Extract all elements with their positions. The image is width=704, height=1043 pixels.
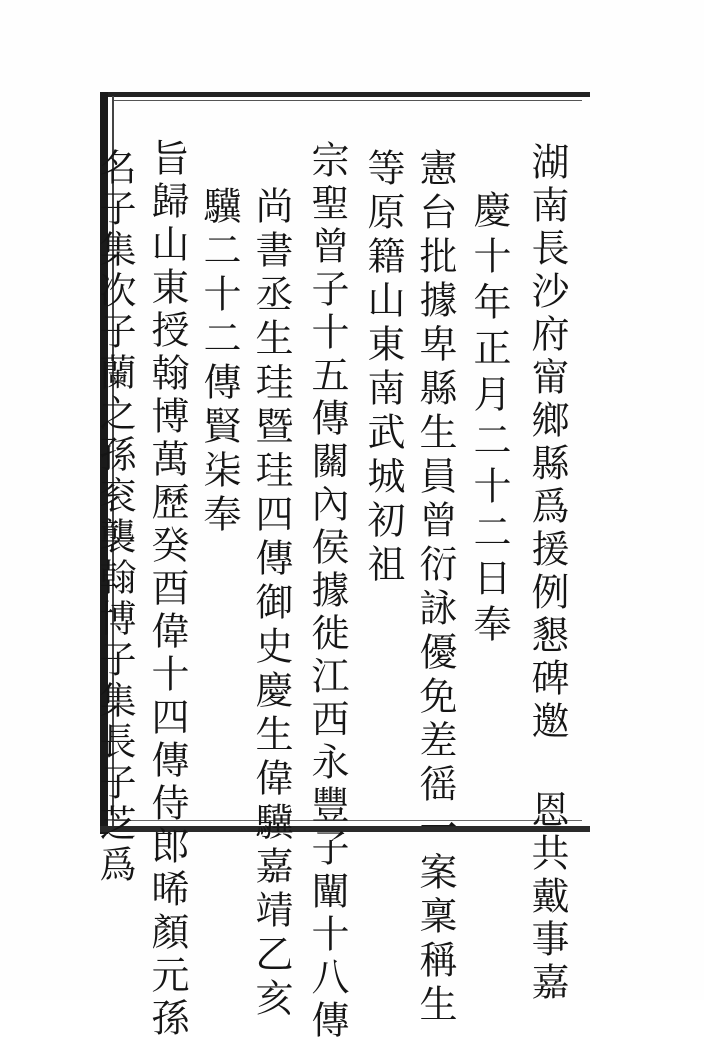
column-3-text: 憲台批據卑縣生員曾衍詠優免差徭一案稟稱生 bbox=[413, 148, 457, 1028]
column-5-text: 宗聖曾子十五傳關內侯據徙江西永豐子闡十八傳 bbox=[305, 140, 349, 1043]
frame-top-rule bbox=[100, 92, 590, 97]
text-column-9 bbox=[93, 148, 136, 886]
text-column-6 bbox=[249, 186, 293, 1022]
text-column-5 bbox=[305, 140, 349, 1043]
column-6-text: 尚書丞生珪暨珪四傳御史慶生偉驥嘉靖乙亥 bbox=[249, 186, 293, 1022]
column-7-text: 驥二十二傳賢㭍奉 bbox=[197, 186, 241, 538]
text-column-3 bbox=[413, 148, 457, 1028]
column-9-text: 名子集次子蘭之孫衮襲翰博子集長子芝爲 bbox=[93, 148, 136, 886]
column-1-text: 湖南長沙府甯鄉縣爲援例懇碑邀 bbox=[525, 142, 569, 744]
column-4-text: 等原籍山東南武城初祖 bbox=[361, 148, 405, 588]
frame-top-inner-rule bbox=[112, 100, 582, 101]
text-column-1 bbox=[525, 142, 569, 1005]
column-1-elevated-text: 恩共戴事嘉 bbox=[525, 790, 569, 1005]
text-column-8 bbox=[145, 138, 189, 1041]
text-column-2 bbox=[467, 190, 511, 650]
text-column-4 bbox=[361, 148, 405, 588]
text-column-7 bbox=[197, 186, 241, 538]
column-2-text: 慶十年正月二十二日奉 bbox=[467, 190, 511, 650]
column-8-text: 旨歸山東授翰博萬歷癸酉偉十四傳侍郎晞顏元孫 bbox=[145, 138, 189, 1041]
